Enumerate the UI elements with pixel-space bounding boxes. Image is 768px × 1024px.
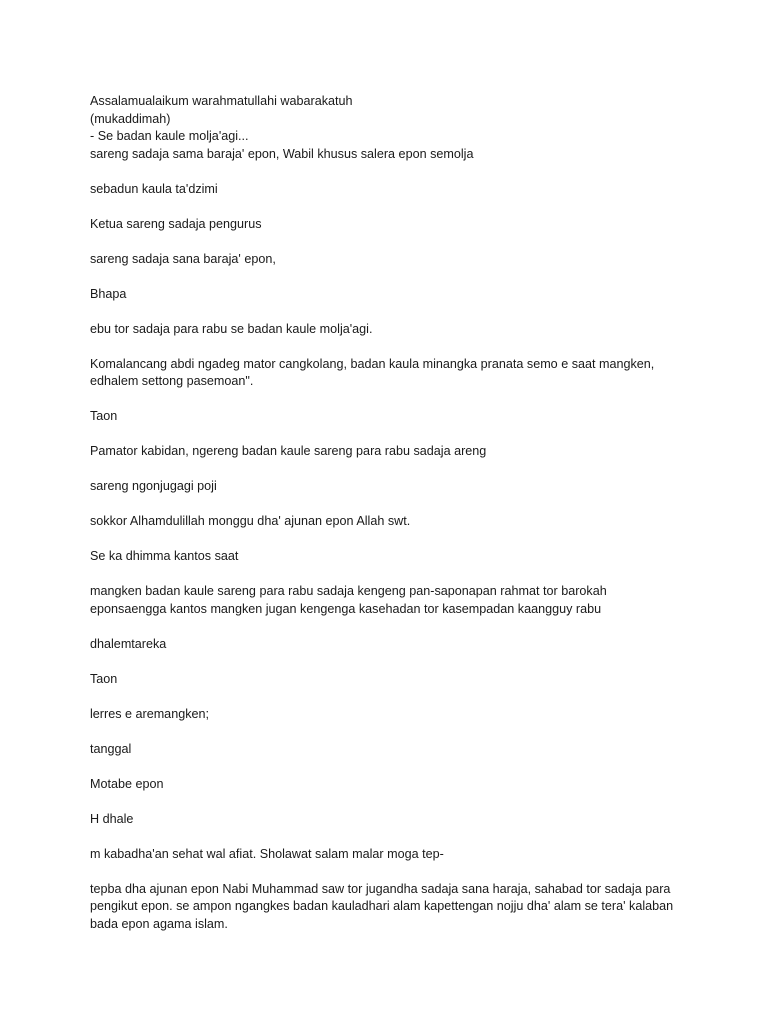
paragraph xyxy=(90,548,690,566)
paragraph xyxy=(90,583,690,618)
paragraph xyxy=(90,636,690,654)
paragraph xyxy=(90,513,690,531)
text-line: ebu tor sadaja para rabu se badan kaule molja'agi. xyxy=(90,321,373,336)
paragraph xyxy=(90,671,690,689)
paragraph-gap xyxy=(90,338,690,356)
text-line: sareng sadaja sama baraja' epon, Wabil khusus salera epon semolja xyxy=(90,146,474,161)
paragraph xyxy=(90,811,690,829)
text-line: tepba dha ajunan epon Nabi Muhammad saw tor jugandha sadaja sana haraja, sahabad tor sadaja para xyxy=(90,881,671,896)
paragraph xyxy=(90,286,690,304)
text-line: mangken badan kaule sareng para rabu sadaja kengeng pan-saponapan rahmat tor barokah xyxy=(90,584,607,598)
text-line: Taon xyxy=(90,671,118,686)
text-line: Motabe epon xyxy=(90,776,164,791)
paragraph-gap xyxy=(90,496,690,514)
text-line: Ketua sareng sadaja pengurus xyxy=(90,216,262,231)
text-line: tanggal xyxy=(90,741,132,756)
text-line: sareng sadaja sana baraja' epon, xyxy=(90,251,276,266)
paragraph-gap xyxy=(90,653,690,671)
paragraph-gap xyxy=(90,461,690,479)
paragraph xyxy=(90,881,690,934)
text-line: sokkor Alhamdulillah monggu dha' ajunan epon Allah swt. xyxy=(90,514,411,528)
text-line: bada epon agama islam. xyxy=(90,916,228,931)
paragraph xyxy=(90,478,690,496)
text-line: Komalancang abdi ngadeg mator cangkolang, badan kaula minangka pranata semo e saat mangken, xyxy=(90,356,655,371)
paragraph xyxy=(90,706,690,724)
paragraph-gap xyxy=(90,566,690,584)
paragraph xyxy=(90,321,690,339)
text-line: H dhale xyxy=(90,811,134,826)
paragraph xyxy=(90,776,690,794)
paragraph-gap xyxy=(90,268,690,286)
paragraph xyxy=(90,356,690,391)
text-line: Pamator kabidan, ngereng badan kaule sareng para rabu sadaja areng xyxy=(90,444,487,458)
document-body xyxy=(90,93,690,933)
paragraph xyxy=(90,216,690,234)
paragraph xyxy=(90,93,690,163)
paragraph-gap xyxy=(90,426,690,444)
paragraph-gap xyxy=(90,688,690,706)
text-line: - Se badan kaule molja'agi... xyxy=(90,129,249,143)
text-line: m kabadha'an sehat wal afiat. Sholawat salam malar moga tep- xyxy=(90,846,444,861)
text-line: sareng ngonjugagi poji xyxy=(90,479,217,493)
paragraph-gap xyxy=(90,723,690,741)
paragraph-gap xyxy=(90,303,690,321)
paragraph-gap xyxy=(90,391,690,409)
text-line: eponsaengga kantos mangken jugan kengenga kasehadan tor kasempadan kaangguy rabu xyxy=(90,601,602,616)
paragraph-gap xyxy=(90,198,690,216)
paragraph-gap xyxy=(90,233,690,251)
paragraph xyxy=(90,741,690,759)
paragraph xyxy=(90,181,690,199)
paragraph xyxy=(90,408,690,426)
paragraph xyxy=(90,443,690,461)
paragraph xyxy=(90,251,690,269)
text-line: lerres e aremangken; xyxy=(90,706,210,721)
text-line: (mukaddimah) xyxy=(90,111,171,126)
paragraph-gap xyxy=(90,758,690,776)
text-line: sebadun kaula ta'dzimi xyxy=(90,181,218,196)
paragraph-gap xyxy=(90,531,690,549)
paragraph-gap xyxy=(90,618,690,636)
paragraph-gap xyxy=(90,163,690,181)
text-line: Bhapa xyxy=(90,286,127,301)
text-line: Assalamualaikum warahmatullahi wabarakatuh xyxy=(90,94,353,108)
text-line: dhalemtareka xyxy=(90,636,167,651)
text-line: Taon xyxy=(90,409,118,423)
text-line: pengikut epon. se ampon ngangkes badan kauladhari alam kapettengan nojju dha' alam se tera' kalaban xyxy=(90,899,674,913)
text-line: Se ka dhimma kantos saat xyxy=(90,549,239,563)
paragraph-gap xyxy=(90,793,690,811)
paragraph-gap xyxy=(90,828,690,846)
paragraph xyxy=(90,846,690,864)
paragraph-gap xyxy=(90,863,690,881)
text-line: edhalem settong pasemoan". xyxy=(90,374,254,388)
